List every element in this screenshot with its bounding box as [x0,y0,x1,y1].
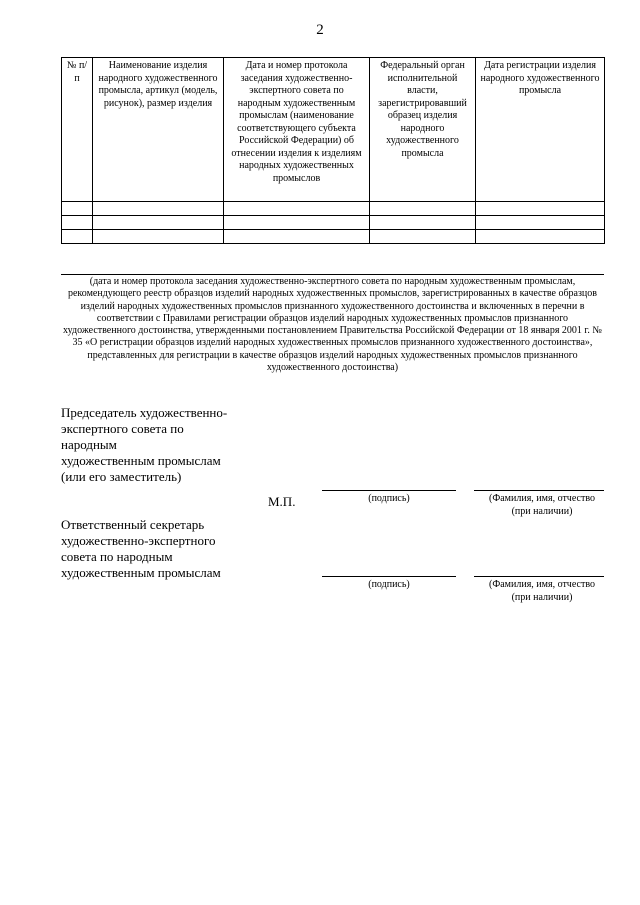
chairman-signature-label: (подпись) [368,493,410,504]
table-row [62,202,605,216]
registration-table [61,57,605,244]
header-number: № п/п [62,58,93,202]
table-row [62,230,605,244]
header-protocol: Дата и номер протокола заседания художественно-экспертного совета по народным художественным промыслам (наименование соответствующего субъекта Российской Федерации) об отнесении изделия к изделиям народных художественных промыслов [224,58,370,202]
header-item-name: Наименование изделия народного художественного промысла, артикул (модель, рисунок), размер изделия [93,58,224,202]
table-row [62,216,605,230]
secretary-name-label: (Фамилия, имя, отчество (при наличии) [489,579,595,603]
chairman-signature-line [322,490,456,491]
secretary-title: Ответственный секретарь художественно-экспертного совета по народным художественным промыслам [61,517,221,580]
chairman-title: Председатель художественно- экспертного совета по народным художественным промыслам (или его заместитель) [61,405,228,484]
secretary-signature-line [322,576,456,577]
protocol-caption: (дата и номер протокола заседания художественно-экспертного совета по народным художественным промыслам, рекомендующего реестр образцов изделий народных художественных промыслов, зарегистрированных в качестве образцов изделий народных художественных промыслов признанного художественного достоинства и включенных в перечни в соответствии с Правилами регистрации образцов изделий народных художественных промыслов признанного художественного достоинства, утвержденными постановлением Правительства Российской Федерации от 18 января 2001 г. № 35 «О регистрации образцов изделий народных художественных промыслов признанного художественного достоинства», представленных для регистрации в качестве образцов изделий народных художественных промыслов признанного художественного достоинства) [63,276,602,374]
caption-line [61,274,604,275]
chairman-name-line [474,490,604,491]
secretary-signature-label: (подпись) [368,579,410,590]
chairman-name-label: (Фамилия, имя, отчество (при наличии) [489,493,595,517]
page-number: 2 [316,22,324,38]
secretary-name-line [474,576,604,577]
header-registration-date: Дата регистрации изделия народного художественного промысла [476,58,605,202]
table-header-row [62,58,605,202]
header-federal-body: Федеральный орган исполнительной власти, зарегистрировавший образец изделия народного художественного промысла [370,58,476,202]
stamp-label: М.П. [268,494,296,509]
